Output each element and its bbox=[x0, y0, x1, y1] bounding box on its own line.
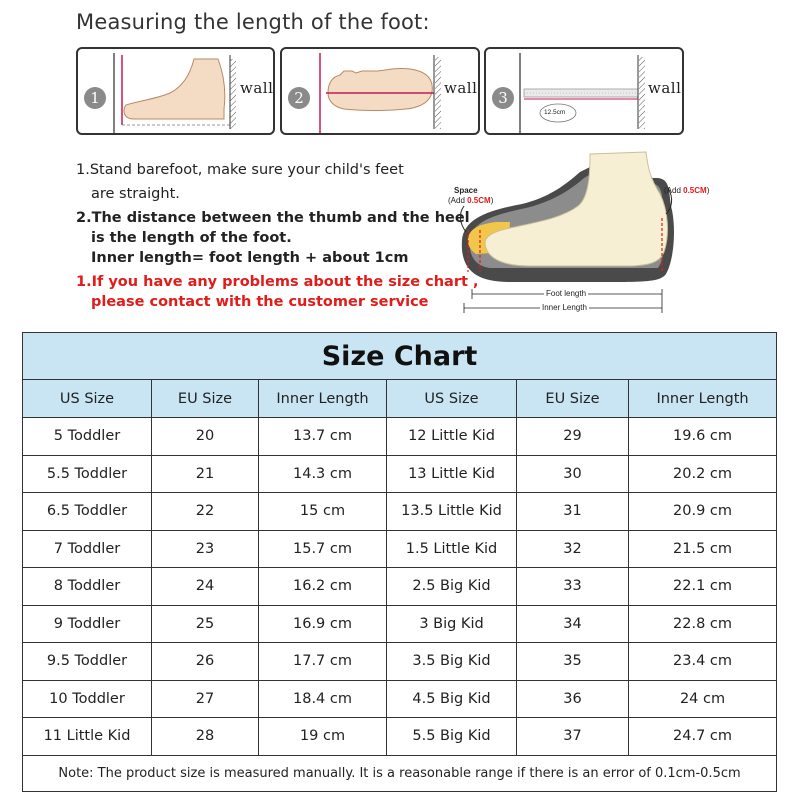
table-cell: 19 cm bbox=[259, 718, 387, 756]
ruler-reading-label: 12.5cm bbox=[544, 109, 566, 116]
column-header: EU Size bbox=[517, 380, 629, 418]
table-cell: 16.9 cm bbox=[259, 605, 387, 643]
table-cell: 37 bbox=[517, 718, 629, 756]
table-row bbox=[23, 718, 777, 756]
step-2-number-badge: 2 bbox=[288, 87, 310, 109]
table-cell: 26 bbox=[152, 643, 259, 681]
instruction-step-2-line-1: 2.The distance between the thumb and the heel bbox=[76, 210, 470, 226]
table-cell: 2.5 Big Kid bbox=[387, 568, 517, 606]
size-chart bbox=[22, 332, 776, 792]
table-row bbox=[23, 530, 777, 568]
column-header: US Size bbox=[23, 380, 152, 418]
wall-label: wall bbox=[240, 79, 274, 97]
shoe-fit-diagram bbox=[450, 148, 740, 320]
table-cell: 13 Little Kid bbox=[387, 455, 517, 493]
table-cell: 7 Toddler bbox=[23, 530, 152, 568]
table-cell: 34 bbox=[517, 605, 629, 643]
table-cell: 8 Toddler bbox=[23, 568, 152, 606]
contact-note-line-1: 1.If you have any problems about the size chart , bbox=[76, 274, 479, 290]
table-cell: 22.8 cm bbox=[629, 605, 777, 643]
instruction-step-2-line-3: Inner length= foot length + about 1cm bbox=[91, 250, 409, 266]
table-cell: 20.2 cm bbox=[629, 455, 777, 493]
table-cell: 32 bbox=[517, 530, 629, 568]
measure-step-2-panel bbox=[280, 47, 480, 135]
table-cell: 17.7 cm bbox=[259, 643, 387, 681]
table-cell: 6.5 Toddler bbox=[23, 493, 152, 531]
table-cell: 9.5 Toddler bbox=[23, 643, 152, 681]
table-cell: 22.1 cm bbox=[629, 568, 777, 606]
table-cell: 13.7 cm bbox=[259, 418, 387, 456]
table-cell: 36 bbox=[517, 680, 629, 718]
table-cell: 25 bbox=[152, 605, 259, 643]
table-row bbox=[23, 568, 777, 606]
table-cell: 24 cm bbox=[629, 680, 777, 718]
table-row bbox=[23, 455, 777, 493]
table-cell: 30 bbox=[517, 455, 629, 493]
table-cell: 4.5 Big Kid bbox=[387, 680, 517, 718]
table-cell: 21.5 cm bbox=[629, 530, 777, 568]
table-cell: 33 bbox=[517, 568, 629, 606]
column-header: Inner Length bbox=[259, 380, 387, 418]
table-cell: 15.7 cm bbox=[259, 530, 387, 568]
foot-length-label: Foot length bbox=[546, 289, 587, 298]
step-3-number-badge: 3 bbox=[492, 87, 514, 109]
instruction-step-1-line-1: 1.Stand barefoot, make sure your child's feet bbox=[76, 162, 404, 178]
add-space-right-label: (Add 0.5CM) bbox=[664, 186, 710, 195]
inner-length-label: Inner Length bbox=[542, 303, 587, 312]
table-cell: 10 Toddler bbox=[23, 680, 152, 718]
measure-step-1-panel bbox=[76, 47, 275, 135]
table-cell: 24.7 cm bbox=[629, 718, 777, 756]
table-cell: 3.5 Big Kid bbox=[387, 643, 517, 681]
table-row bbox=[23, 680, 777, 718]
table-cell: 20.9 cm bbox=[629, 493, 777, 531]
column-header: US Size bbox=[387, 380, 517, 418]
measure-step-3-panel bbox=[484, 47, 684, 135]
table-cell: 16.2 cm bbox=[259, 568, 387, 606]
size-chart-note: Note: The product size is measured manually. It is a reasonable range if there is an error of 0.1cm-0.5cm bbox=[23, 755, 777, 791]
table-cell: 27 bbox=[152, 680, 259, 718]
table-row bbox=[23, 493, 777, 531]
table-cell: 12 Little Kid bbox=[387, 418, 517, 456]
table-cell: 28 bbox=[152, 718, 259, 756]
table-cell: 20 bbox=[152, 418, 259, 456]
table-cell: 1.5 Little Kid bbox=[387, 530, 517, 568]
table-cell: 23.4 cm bbox=[629, 643, 777, 681]
wall-label: wall bbox=[648, 79, 682, 97]
table-row bbox=[23, 418, 777, 456]
step-1-number-badge: 1 bbox=[84, 87, 106, 109]
column-header: Inner Length bbox=[629, 380, 777, 418]
table-cell: 14.3 cm bbox=[259, 455, 387, 493]
table-cell: 31 bbox=[517, 493, 629, 531]
contact-note-line-2: please contact with the customer service bbox=[91, 294, 429, 310]
table-row bbox=[23, 643, 777, 681]
size-chart-title: Size Chart bbox=[23, 333, 777, 380]
size-chart-header-row bbox=[23, 380, 777, 418]
table-cell: 11 Little Kid bbox=[23, 718, 152, 756]
table-cell: 18.4 cm bbox=[259, 680, 387, 718]
table-cell: 21 bbox=[152, 455, 259, 493]
add-space-left-label: (Add 0.5CM) bbox=[448, 196, 494, 205]
size-chart-body bbox=[23, 418, 777, 756]
wall-label: wall bbox=[444, 79, 478, 97]
table-cell: 9 Toddler bbox=[23, 605, 152, 643]
space-label: Space bbox=[454, 186, 478, 195]
instruction-step-1-line-2: are straight. bbox=[91, 186, 180, 202]
table-cell: 24 bbox=[152, 568, 259, 606]
table-cell: 5 Toddler bbox=[23, 418, 152, 456]
table-cell: 29 bbox=[517, 418, 629, 456]
table-cell: 19.6 cm bbox=[629, 418, 777, 456]
table-cell: 15 cm bbox=[259, 493, 387, 531]
instruction-step-2-line-2: is the length of the foot. bbox=[91, 230, 292, 246]
size-chart-table bbox=[22, 332, 777, 792]
column-header: EU Size bbox=[152, 380, 259, 418]
table-cell: 13.5 Little Kid bbox=[387, 493, 517, 531]
table-cell: 35 bbox=[517, 643, 629, 681]
table-cell: 5.5 Big Kid bbox=[387, 718, 517, 756]
table-row bbox=[23, 605, 777, 643]
page-heading: Measuring the length of the foot: bbox=[76, 10, 430, 34]
table-cell: 5.5 Toddler bbox=[23, 455, 152, 493]
table-cell: 22 bbox=[152, 493, 259, 531]
table-cell: 3 Big Kid bbox=[387, 605, 517, 643]
table-cell: 23 bbox=[152, 530, 259, 568]
